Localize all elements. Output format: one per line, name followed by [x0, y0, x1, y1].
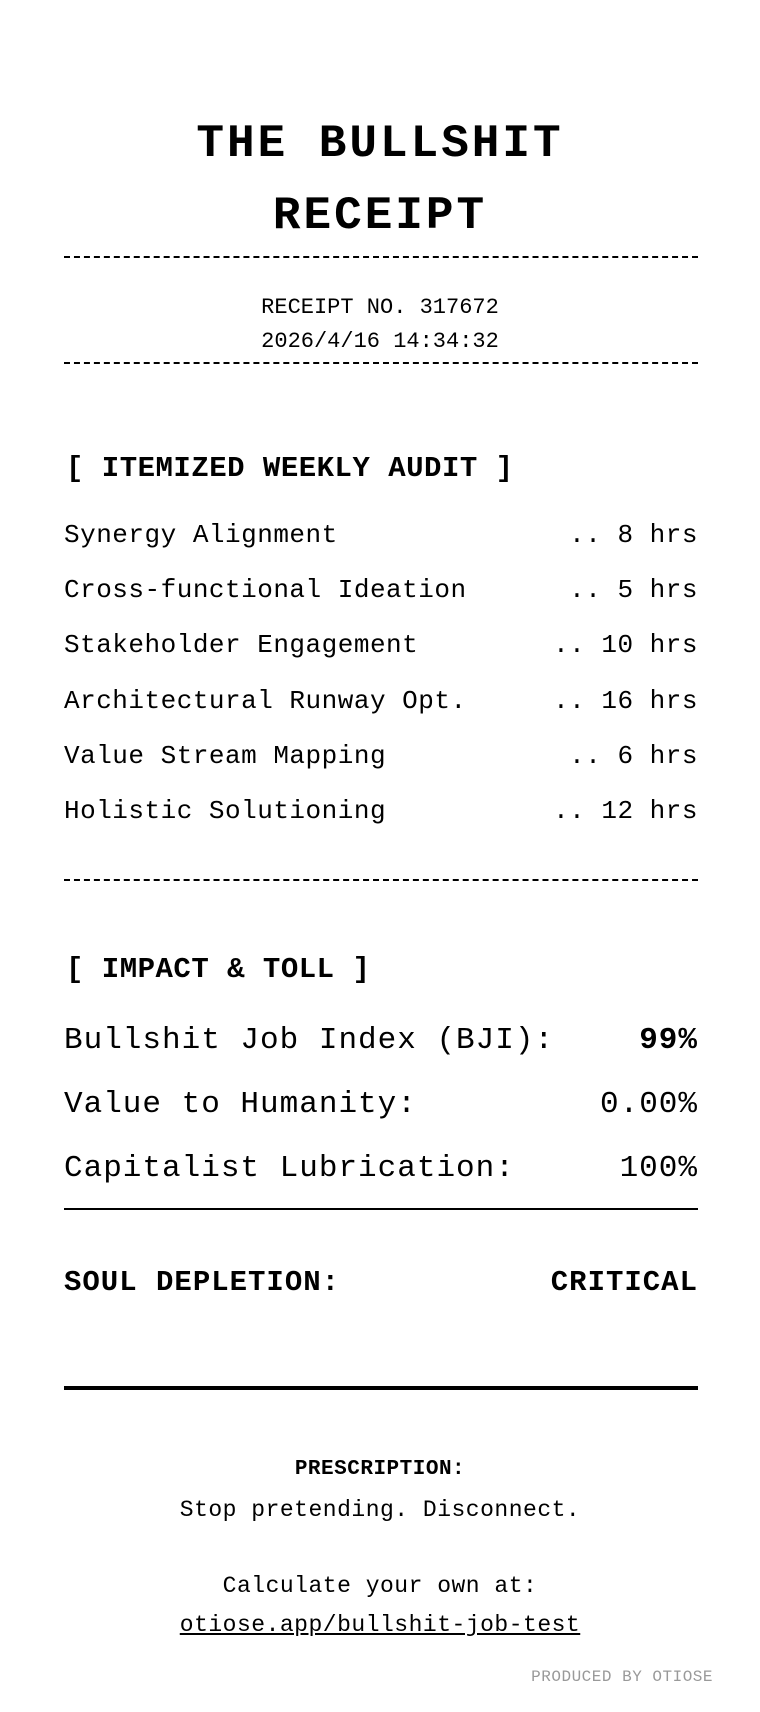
- impact-heading: [ IMPACT & TOLL ]: [66, 953, 371, 986]
- calculate-text: Calculate your own at:: [222, 1573, 538, 1599]
- soul-depletion-label: SOUL DEPLETION:: [64, 1266, 341, 1299]
- value-to-humanity-label: Value to Humanity:: [64, 1087, 417, 1122]
- audit-item-hours: .. 12 hrs: [553, 796, 698, 826]
- test-link[interactable]: otiose.app/bullshit-job-test: [179, 1612, 581, 1638]
- dashed-divider: [64, 362, 698, 364]
- audit-item-hours: .. 6 hrs: [569, 741, 698, 771]
- bji-value: 99%: [639, 1023, 698, 1058]
- audit-item-label: Architectural Runway Opt.: [64, 686, 467, 716]
- audit-item-hours: .. 5 hrs: [569, 575, 698, 605]
- audit-row: [64, 741, 698, 771]
- thick-divider: [64, 1386, 698, 1390]
- impact-row-lubrication: [64, 1151, 698, 1186]
- impact-row-bji: [64, 1023, 698, 1058]
- audit-row: [64, 796, 698, 826]
- audit-item-label: Value Stream Mapping: [64, 741, 387, 771]
- value-to-humanity-value: 0.00%: [599, 1087, 698, 1122]
- produced-by-footer: PRODUCED BY OTIOSE: [531, 1668, 713, 1686]
- test-link-container: [0, 1612, 760, 1638]
- audit-row: [64, 575, 698, 605]
- audit-item-hours: .. 16 hrs: [553, 686, 698, 716]
- receipt-datetime: 2026/4/16 14:34:32: [261, 329, 499, 354]
- audit-item-hours: .. 8 hrs: [569, 520, 698, 550]
- title-line-1: THE BULLSHIT: [196, 118, 564, 170]
- title-line-2: RECEIPT: [272, 190, 488, 242]
- impact-row-value: [64, 1087, 698, 1122]
- audit-row: [64, 630, 698, 660]
- dashed-divider: [64, 879, 698, 881]
- soul-depletion-value: CRITICAL: [550, 1266, 698, 1299]
- audit-item-label: Cross-functional Ideation: [64, 575, 467, 605]
- receipt-number: RECEIPT NO. 317672: [261, 295, 499, 320]
- audit-item-label: Stakeholder Engagement: [64, 630, 419, 660]
- prescription-heading: PRESCRIPTION:: [294, 1458, 466, 1481]
- capitalist-lubrication-value: 100%: [619, 1151, 698, 1186]
- audit-row: [64, 520, 698, 550]
- audit-item-hours: .. 10 hrs: [553, 630, 698, 660]
- dashed-divider: [64, 256, 698, 258]
- audit-item-label: Holistic Solutioning: [64, 796, 387, 826]
- prescription-text: Stop pretending. Disconnect.: [179, 1497, 581, 1523]
- audit-heading: [ ITEMIZED WEEKLY AUDIT ]: [66, 452, 514, 485]
- bji-label: Bullshit Job Index (BJI):: [64, 1023, 555, 1058]
- soul-depletion-row: [64, 1266, 698, 1299]
- receipt-meta: [0, 291, 760, 359]
- solid-divider: [64, 1208, 698, 1210]
- receipt-title: [0, 108, 760, 252]
- capitalist-lubrication-label: Capitalist Lubrication:: [64, 1151, 515, 1186]
- audit-row: [64, 686, 698, 716]
- audit-item-label: Synergy Alignment: [64, 520, 338, 550]
